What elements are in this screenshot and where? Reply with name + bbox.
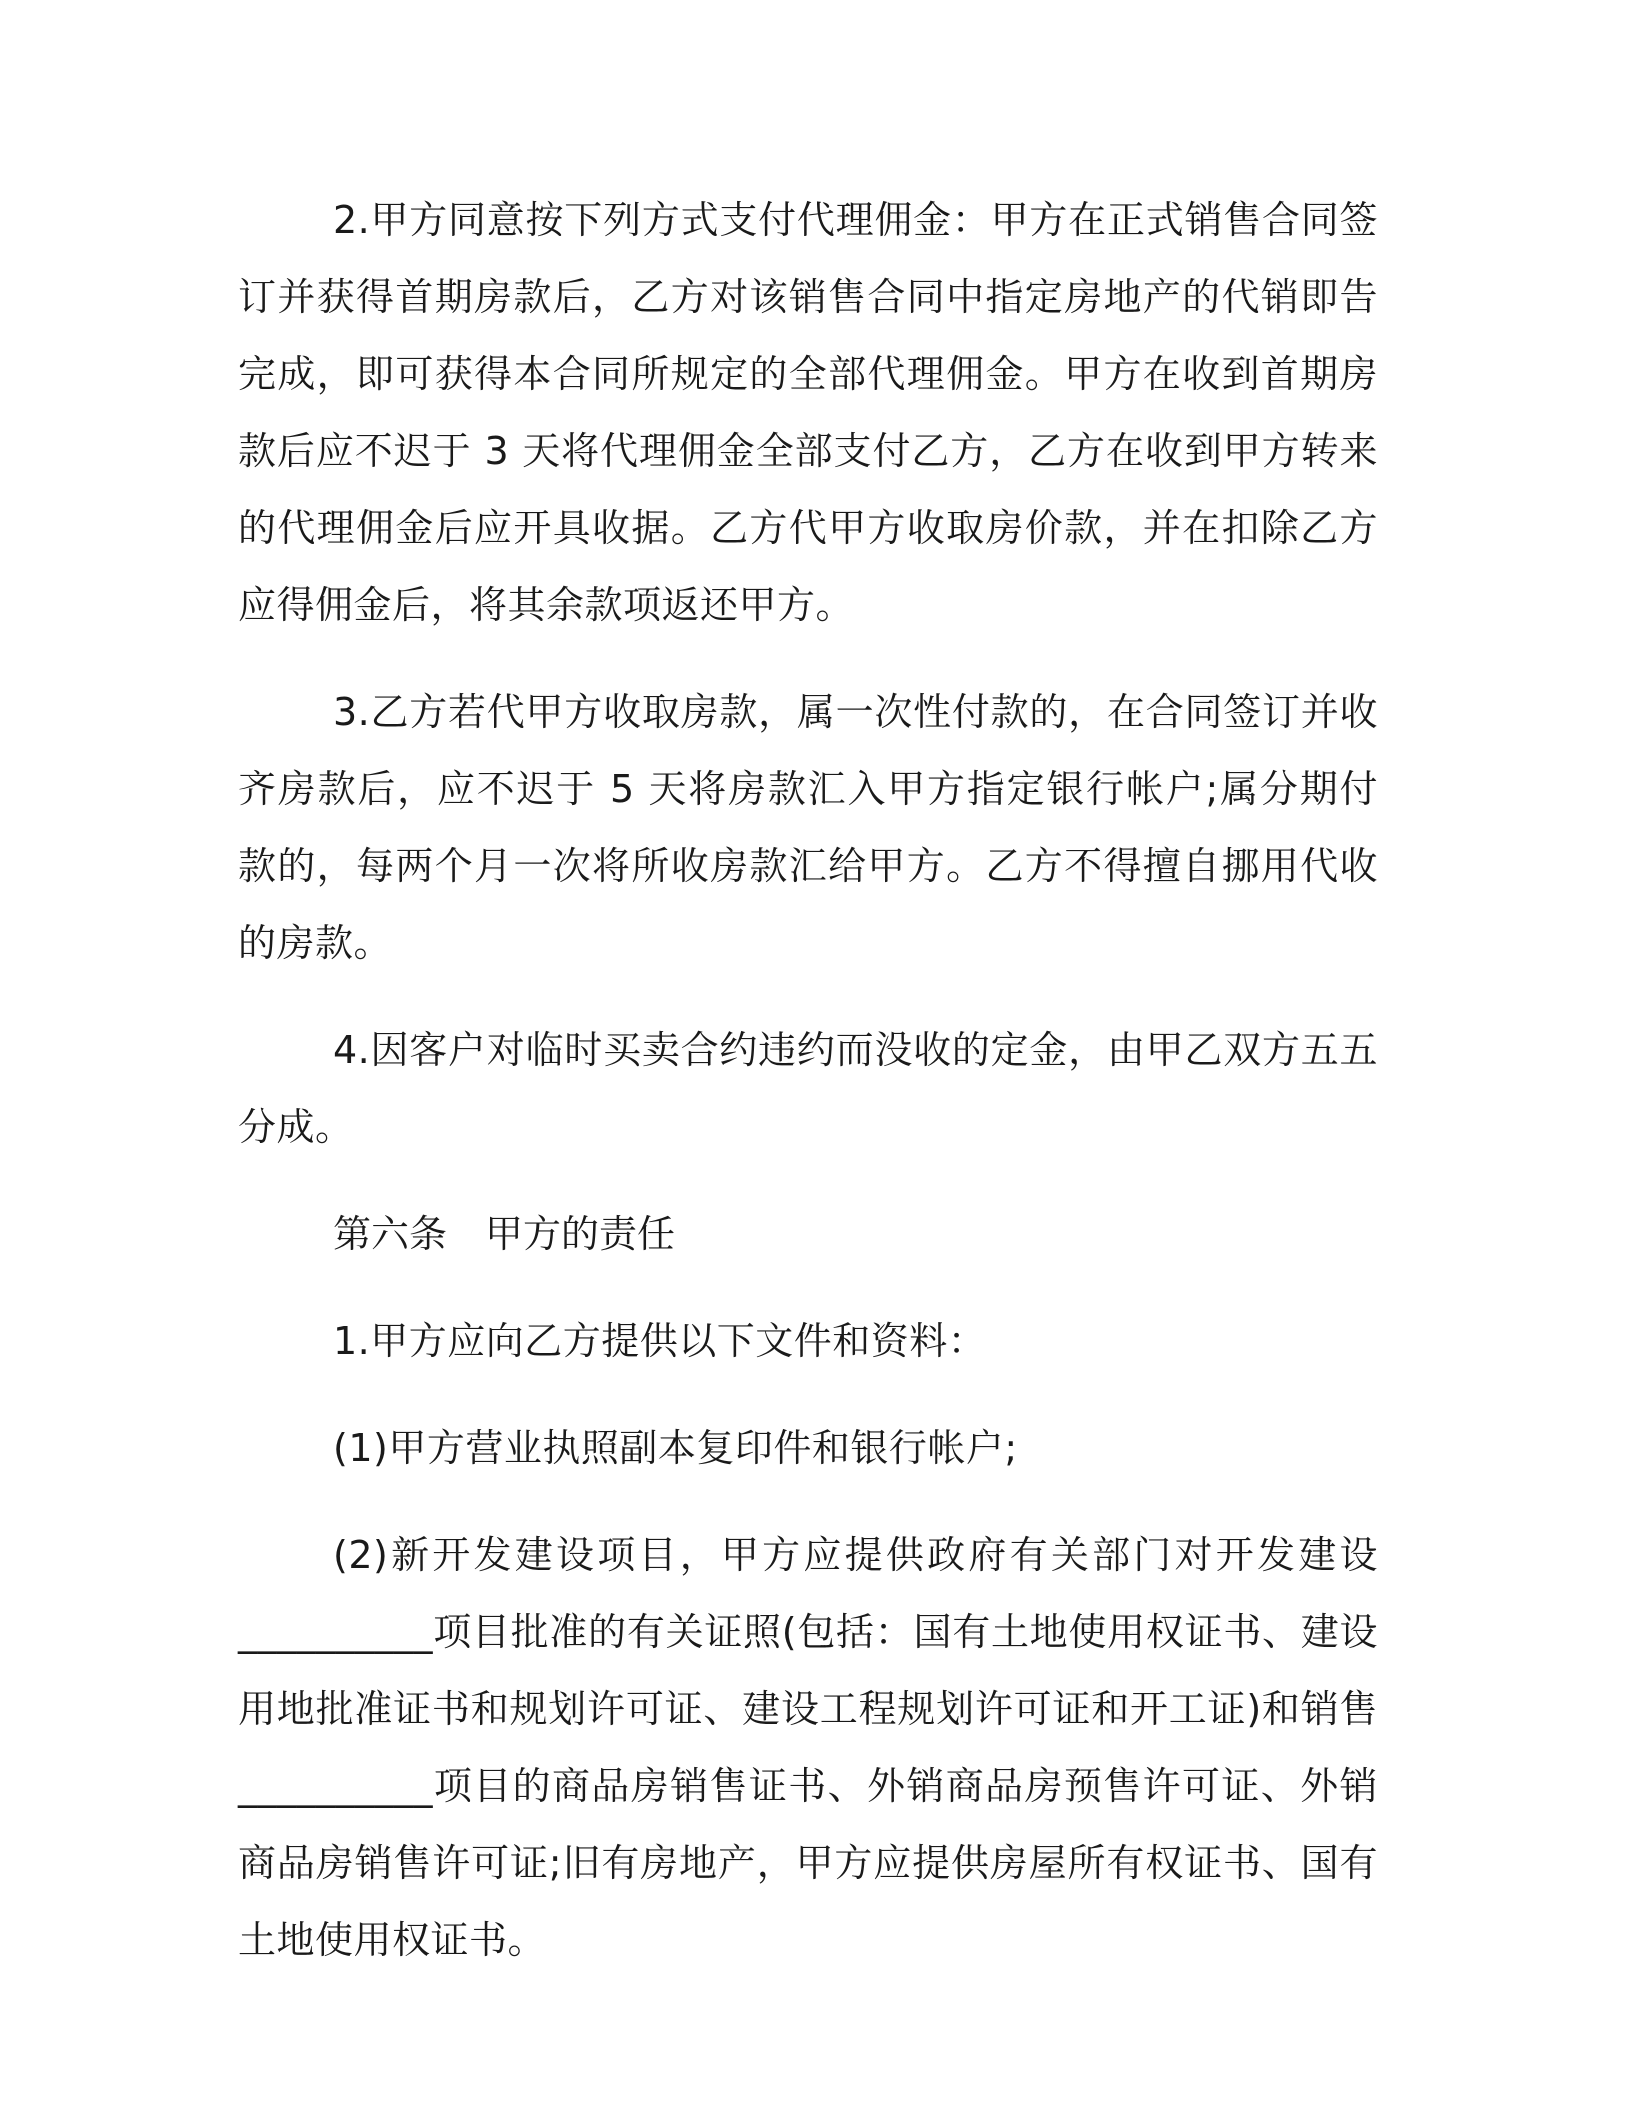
paragraph-forfeited-deposit: 4.因客户对临时买卖合约违约而没收的定金，由甲乙双方五五分成。 (238, 1028, 1378, 1149)
paragraph-commission-payment: 2.甲方同意按下列方式支付代理佣金：甲方在正式销售合同签订并获得首期房款后，乙方对该销售合同中指定房地产的代销即告完成，即可获得本合同所规定的全部代理佣金。甲方在收到首期房款后应不迟于 3 天将代理佣金全部支付乙方，乙方在收到甲方转来的代理佣金后应开具收据。乙方代甲方收取房价款，并在扣除乙方应得佣金后，将其余款项返还甲方。 (238, 198, 1378, 627)
list-item-business-license: (1)甲方营业执照副本复印件和银行帐户; (333, 1426, 1018, 1470)
article-heading: 第六条 甲方的责任 (333, 1212, 676, 1256)
paragraph-collection-of-payments: 3.乙方若代甲方收取房款，属一次性付款的，在合同签订并收齐房款后，应不迟于 5 天将房款汇入甲方指定银行帐户;属分期付款的，每两个月一次将所收房款汇给甲方。乙方不得擅自挪用代收的房款。 (238, 690, 1378, 965)
paragraph-documents-required: 1.甲方应向乙方提供以下文件和资料： (333, 1319, 987, 1363)
list-item-project-certificates: (2)新开发建设项目，甲方应提供政府有关部门对开发建设__________项目批准的有关证照(包括：国有土地使用权证书、建设用地批准证书和规划许可证、建设工程规划许可证和开工证)和销售__________项目的商品房销售证书、外销商品房预售许可证、外销商品房销售许可证;旧有房地产，甲方应提供房屋所有权证书、国有土地使用权证书。 (238, 1533, 1378, 1962)
document-body (238, 182, 1378, 1979)
